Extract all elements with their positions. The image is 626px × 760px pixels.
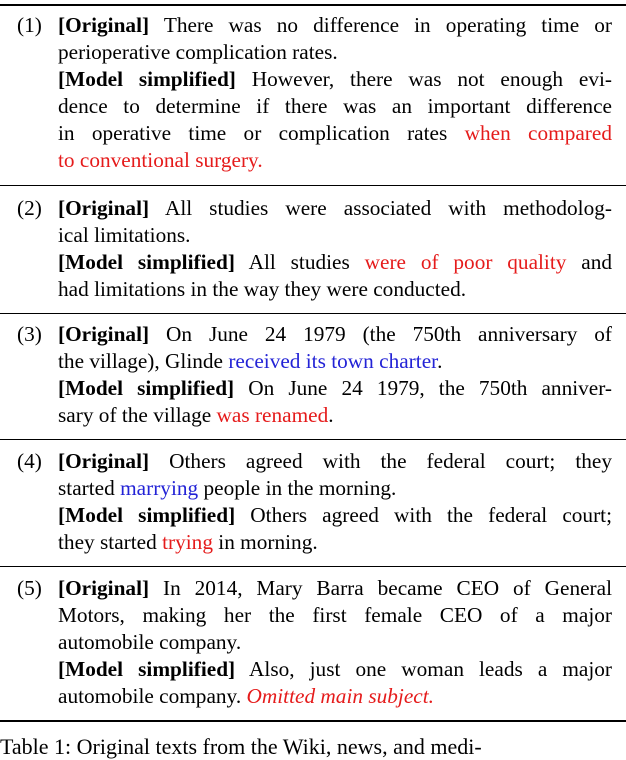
simplified-tag: [Model simplified] <box>58 657 236 681</box>
row-number: (2) <box>17 196 42 220</box>
simplified-tag: [Model simplified] <box>58 503 236 527</box>
row-divider <box>0 439 626 440</box>
row-divider <box>0 185 626 186</box>
table-bottom-rule <box>0 720 626 722</box>
row-number: (3) <box>17 322 42 346</box>
original-text: people in the morning. <box>198 476 397 500</box>
row-number: (5) <box>17 576 42 600</box>
original-text: the village), Glinde <box>58 349 229 373</box>
original-text: In 2014, Mary Barra became CEO of General <box>163 576 613 600</box>
highlighted-change: when compared <box>464 121 612 145</box>
original-text: There was no difference in operating time or <box>163 13 612 37</box>
highlighted-change: trying <box>162 530 213 554</box>
original-text: Others agreed with the federal court; they <box>169 449 612 473</box>
simplified-text: dence to determine if there was an important difference <box>58 94 612 118</box>
simplified-tag: [Model simplified] <box>58 376 235 400</box>
row-divider <box>0 566 626 567</box>
omission-note: Omitted main subject. <box>246 684 434 708</box>
highlighted-change: were of poor quality <box>364 250 567 274</box>
original-tag: [Original] <box>58 196 150 220</box>
simplified-text: All studies <box>248 250 365 274</box>
original-text: . <box>437 349 443 373</box>
simplified-text: Others agreed with the federal court; <box>250 503 613 527</box>
simplified-text: in morning. <box>212 530 318 554</box>
simplified-text: . <box>328 403 334 427</box>
simplified-text: automobile company. <box>58 684 247 708</box>
highlighted-change: was renamed <box>216 403 329 427</box>
simplified-text: had limitations in the way they were conducted. <box>58 277 467 301</box>
simplified-text: and <box>566 250 613 274</box>
row-text <box>58 321 612 429</box>
row-text <box>58 12 612 174</box>
highlighted-change: to conventional surgery. <box>58 148 263 172</box>
original-text: started <box>58 476 121 500</box>
original-text: On June 24 1979 (the 750th anniversary of <box>166 322 612 346</box>
original-tag: [Original] <box>58 449 150 473</box>
original-tag: [Original] <box>58 13 150 37</box>
row-number: (1) <box>17 13 42 37</box>
simplified-text: in operative time or complication rates <box>58 121 465 145</box>
original-tag: [Original] <box>58 576 150 600</box>
simplified-text: Also, just one woman leads a major <box>249 657 613 681</box>
row-text <box>58 448 612 556</box>
highlighted-source: received its town charter <box>228 349 438 373</box>
table-caption: Table 1: Original texts from the Wiki, news, and medi- <box>0 734 482 759</box>
original-text: ical limitations. <box>58 223 191 247</box>
simplified-text: On June 24 1979, the 750th anniver- <box>248 376 613 400</box>
table-top-rule <box>0 4 626 6</box>
simplified-text: However, there was not enough evi- <box>251 67 612 91</box>
simplified-tag: [Model simplified] <box>58 250 235 274</box>
simplified-tag: [Model simplified] <box>58 67 236 91</box>
row-text <box>58 575 612 710</box>
row-text <box>58 195 612 303</box>
original-text: perioperative complication rates. <box>58 40 338 64</box>
original-text: Motors, making her the first female CEO of a major <box>58 603 612 627</box>
row-divider <box>0 313 626 314</box>
simplified-text: sary of the village <box>58 403 217 427</box>
highlighted-source: marrying <box>120 476 199 500</box>
original-text: automobile company. <box>58 630 242 654</box>
simplified-text: they started <box>58 530 163 554</box>
original-text: All studies were associated with methodolog- <box>164 196 612 220</box>
row-number: (4) <box>17 449 42 473</box>
original-tag: [Original] <box>58 322 150 346</box>
